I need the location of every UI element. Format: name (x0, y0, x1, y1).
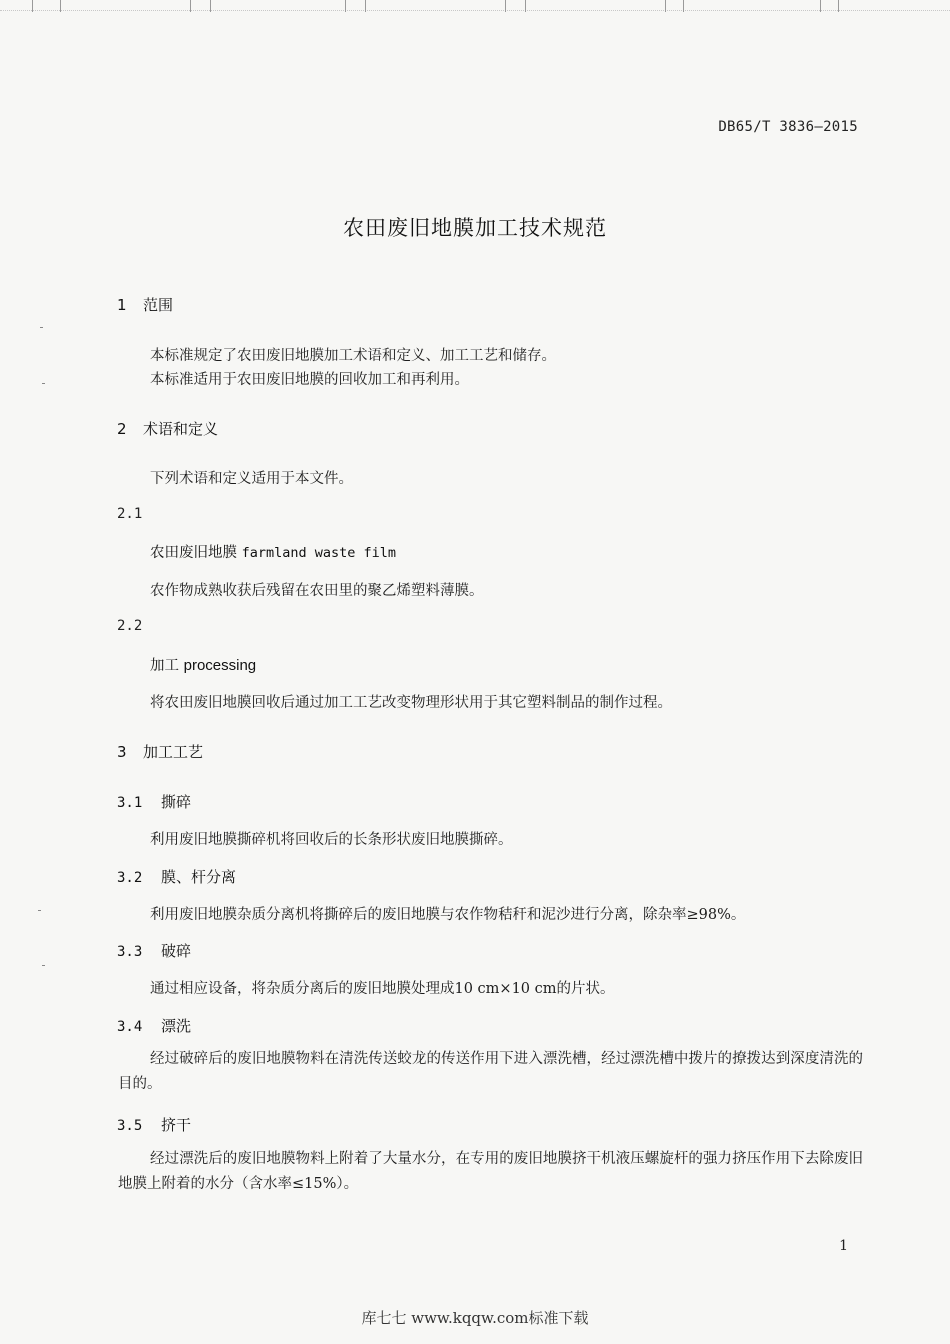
subsection-title: 挤干 (161, 1116, 192, 1134)
subsection-3-5-heading (117, 1114, 191, 1135)
subsection-number: 3.2 (117, 870, 143, 886)
term-2-2-definition: 将农田废旧地膜回收后通过加工工艺改变物理形状用于其它塑料制品的制作过程。 (150, 695, 672, 711)
subsection-3-4-heading (117, 1015, 191, 1036)
subsection-title: 撕碎 (161, 793, 192, 811)
watermark-footer[interactable]: 库七七 www.kqqw.com标准下载 (361, 1309, 589, 1327)
subsection-title: 漂洗 (161, 1017, 192, 1035)
section-1-heading (117, 294, 173, 315)
term-2-1-definition: 农作物成熟收获后残留在农田里的聚乙烯塑料薄膜。 (150, 583, 484, 599)
scan-top-edge (0, 0, 950, 11)
section-2-intro: 下列术语和定义适用于本文件。 (150, 471, 353, 487)
subsection-number: 3.3 (117, 944, 143, 960)
scan-speck (40, 327, 43, 328)
section-2-heading (117, 418, 218, 439)
term-2-2-number: 2.2 (117, 618, 143, 634)
subsection-3-1-text: 利用废旧地膜撕碎机将回收后的长条形状废旧地膜撕碎。 (150, 832, 513, 848)
term-2-1 (150, 541, 396, 562)
scan-speck (38, 910, 41, 911)
section-title: 范围 (143, 296, 174, 314)
subsection-3-3-heading (117, 940, 191, 961)
term-en: processing (183, 657, 257, 674)
subsection-3-2-heading (117, 866, 236, 887)
subsection-3-1-heading (117, 791, 191, 812)
term-zh: 农田废旧地膜 (150, 545, 237, 561)
section-3-heading (117, 741, 203, 762)
subsection-3-4-text: 经过破碎后的废旧地膜物料在清洗传送蛟龙的传送作用下进入漂洗槽，经过漂洗槽中拨片的撩拨达到深度清洗的目的。 (118, 1051, 863, 1092)
subsection-3-2-text: 利用废旧地膜杂质分离机将撕碎后的废旧地膜与农作物秸秆和泥沙进行分离，除杂率≥98%。 (150, 907, 746, 923)
subsection-number: 3.1 (117, 795, 143, 811)
subsection-3-3-text: 通过相应设备，将杂质分离后的废旧地膜处理成10 cm×10 cm的片状。 (150, 981, 615, 997)
section-number: 3 (117, 743, 127, 761)
section-title: 术语和定义 (143, 420, 219, 438)
term-en: farmland waste film (241, 545, 397, 561)
section-number: 2 (117, 420, 127, 438)
scan-speck (42, 383, 45, 384)
section-title: 加工工艺 (143, 743, 204, 761)
section-1-paragraph-2: 本标准适用于农田废旧地膜的回收加工和再利用。 (150, 372, 469, 388)
document-title: 农田废旧地膜加工技术规范 (343, 216, 607, 240)
term-2-1-number: 2.1 (117, 506, 143, 522)
section-1-paragraph-1: 本标准规定了农田废旧地膜加工术语和定义、加工工艺和储存。 (150, 348, 556, 364)
term-2-2 (150, 654, 256, 675)
subsection-3-5-text: 经过漂洗后的废旧地膜物料上附着了大量水分，在专用的废旧地膜挤干机液压螺旋杆的强力挤压作用下去除废旧地膜上附着的水分（含水率≤15%）。 (118, 1151, 863, 1192)
subsection-title: 破碎 (161, 942, 192, 960)
page-number: 1 (839, 1238, 848, 1254)
standard-code: DB65/T 3836—2015 (718, 119, 858, 135)
term-zh: 加工 (150, 658, 179, 674)
subsection-number: 3.5 (117, 1118, 143, 1134)
subsection-title: 膜、杆分离 (161, 868, 237, 886)
subsection-number: 3.4 (117, 1019, 143, 1035)
section-number: 1 (117, 296, 127, 314)
scan-speck (42, 965, 45, 966)
